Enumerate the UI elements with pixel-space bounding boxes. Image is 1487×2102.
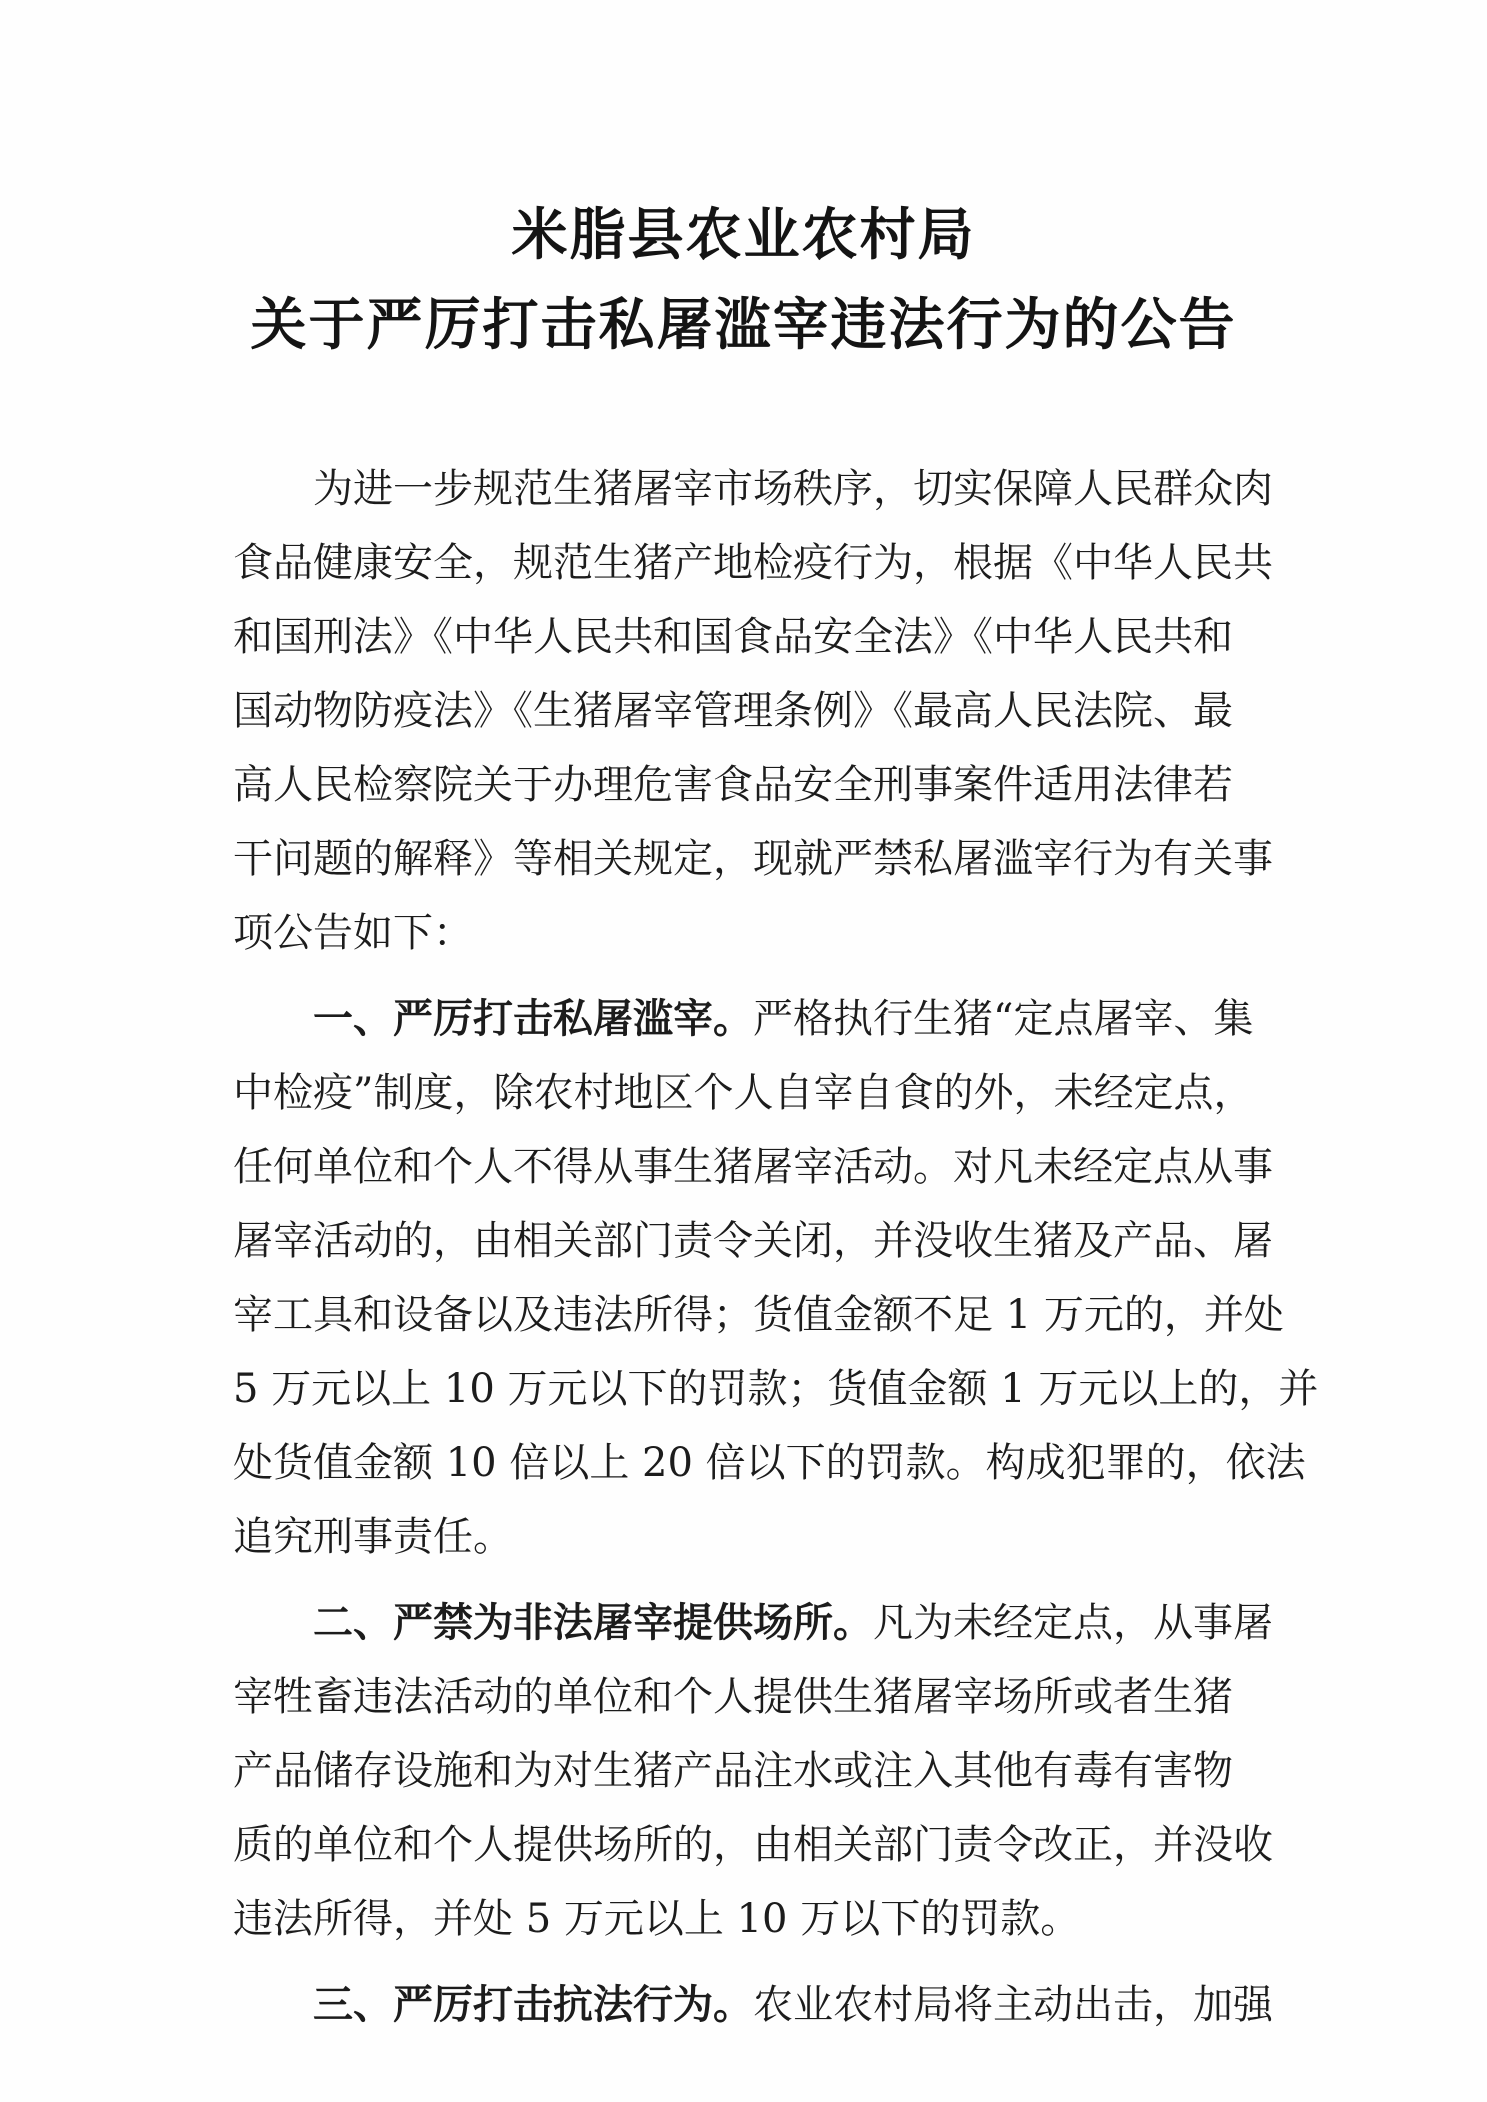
section-1-line: 任何单位和个人不得从事生猪屠宰活动。对凡未经定点从事 <box>233 1144 1273 1190</box>
section-2-line: 产品储存设施和为对生猪产品注水或注入其他有毒有害物 <box>233 1748 1233 1794</box>
intro-line: 干问题的解释》等相关规定，现就严禁私屠滥宰行为有关事 <box>233 836 1273 882</box>
section-1-line: 中检疫”制度，除农村地区个人自宰自食的外，未经定点， <box>233 1070 1254 1116</box>
intro-line: 国动物防疫法》《生猪屠宰管理条例》《最高人民法院、最 <box>233 688 1233 734</box>
section-1-line: 宰工具和设备以及违法所得；货值金额不足 1 万元的，并处 <box>233 1292 1284 1338</box>
section-2-line: 质的单位和个人提供场所的，由相关部门责令改正，并没收 <box>233 1822 1273 1868</box>
section-1-line: 处货值金额 10 倍以上 20 倍以下的罚款。构成犯罪的，依法 <box>233 1440 1306 1486</box>
document-body <box>233 452 1319 2042</box>
section-2-paragraph <box>233 1586 1273 1956</box>
intro-line: 项公告如下： <box>233 910 473 956</box>
section-2-heading: 二、严禁为非法屠宰提供场所。 <box>313 1600 873 1646</box>
intro-line: 和国刑法》《中华人民共和国食品安全法》《中华人民共和 <box>233 614 1233 660</box>
section-1-first-line <box>233 982 1273 1056</box>
section-3-text: 农业农村局将主动出击，加强 <box>753 1982 1273 2028</box>
section-3-paragraph <box>233 1968 1273 2042</box>
section-1-text: 严格执行生猪“定点屠宰、集 <box>753 996 1254 1042</box>
section-1-paragraph <box>233 982 1319 1574</box>
section-3-first-line <box>233 1968 1273 2042</box>
title-line-2: 关于严厉打击私屠滥宰违法行为的公告 <box>250 292 1237 358</box>
section-2-line: 违法所得，并处 5 万元以上 10 万以下的罚款。 <box>233 1896 1081 1942</box>
section-1-line: 追究刑事责任。 <box>233 1514 513 1560</box>
title-line-1: 米脂县农业农村局 <box>511 202 976 268</box>
section-1-line: 屠宰活动的，由相关部门责令关闭，并没收生猪及产品、屠 <box>233 1218 1273 1264</box>
section-2-text: 凡为未经定点，从事屠 <box>873 1600 1273 1646</box>
section-1-heading: 一、严厉打击私屠滥宰。 <box>313 996 753 1042</box>
section-2-first-line <box>233 1586 1273 1660</box>
section-2-line: 宰牲畜违法活动的单位和个人提供生猪屠宰场所或者生猪 <box>233 1674 1233 1720</box>
section-1-line: 5 万元以上 10 万元以下的罚款；货值金额 1 万元以上的，并 <box>233 1366 1319 1412</box>
intro-line: 为进一步规范生猪屠宰市场秩序，切实保障人民群众肉 <box>313 466 1273 512</box>
intro-line: 食品健康安全，规范生猪产地检疫行为，根据《中华人民共 <box>233 540 1273 586</box>
intro-line: 高人民检察院关于办理危害食品安全刑事案件适用法律若 <box>233 762 1233 808</box>
intro-paragraph <box>233 452 1273 970</box>
document-title <box>0 190 1487 370</box>
section-3-heading: 三、严厉打击抗法行为。 <box>313 1982 753 2028</box>
